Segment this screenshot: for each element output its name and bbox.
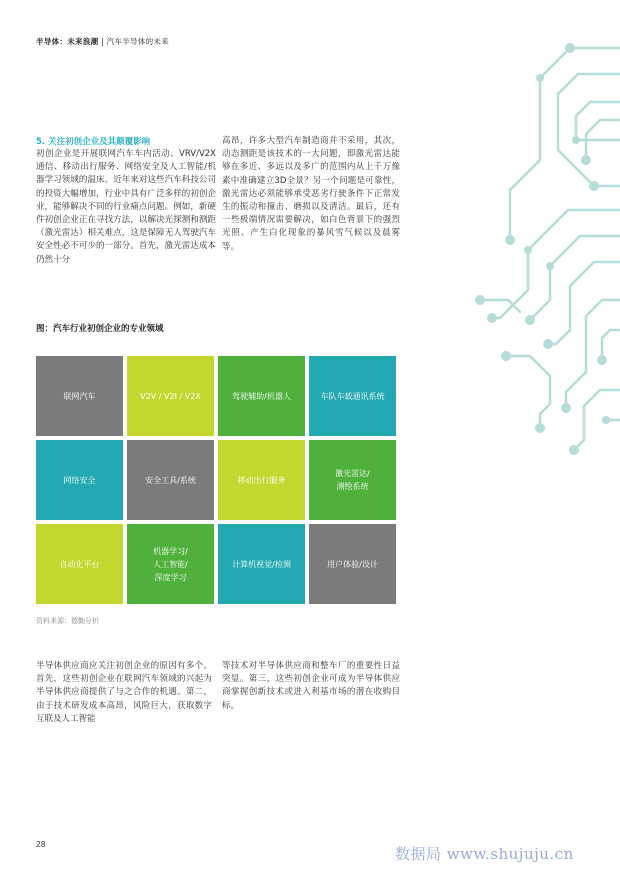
grid-cell: 计算机视觉/检测 — [218, 524, 305, 604]
header-rest: 汽车半导体的未来 — [106, 37, 170, 46]
header-separator: | — [98, 37, 107, 46]
grid-cell: 激光雷达/ 测绘系统 — [309, 440, 396, 520]
source-note: 资料来源：德勤分析 — [36, 617, 99, 625]
grid-cell: 网络安全 — [36, 440, 123, 520]
body-text-column-2: 高昂，许多大型汽车制造商并不采用，其次，动态测距是该技术的一大问题，即激光雷达能够在多近、多远以及多广的范围内从上千万像素中准确建立3D全景？另一个问题是可靠性，激光雷达必须能够承受恶劣行驶条件下正常发生的振动和撞击、磨损以及清洁。最后，还有一些极端情况需要解决，如白色背景下的强烈光照、产生白化现象的暴风雪气候以及晨雾等。 — [222, 136, 400, 252]
grid-cell: 机器学习/ 人工智能/ 深度学习 — [127, 524, 214, 604]
grid-cell: 移动出行服务 — [218, 440, 305, 520]
body-text-column-3: 半导体供应商应关注初创企业的原因有多个。首先，这些初创企业在联网汽车领域的兴起为半导体供应商提供了与之合作的机遇。第二，由于技术研发成本高昂，风险巨大，获取数字互联及人工智能 — [36, 661, 212, 724]
figure-title: 图：汽车行业初创企业的专业领域 — [36, 324, 164, 334]
body-text-column-1: 初创企业是开展联网汽车车内活动、VRV/V2X通信、移动出行服务、网络安全及人工智能/机器学习领域的温床。近年来对这些汽车科技公司的投资大幅增加，行业中具有广泛多样的初创企业，能够解决不同的行业痛点问题。例如，新硬件初创企业正在寻找方法，以解决光探测和测距（激光雷达）相关难点，这是保障无人驾驶汽车安全性必不可少的一部分。首先，激光雷达成本仍然十分 — [36, 149, 216, 265]
circuit-decoration — [380, 0, 620, 460]
grid-cell: 驾驶辅助/机器人 — [218, 356, 305, 436]
watermark: 数据局 www.shujuju.cn — [395, 845, 574, 863]
header-bold: 半导体：未来浪潮 — [36, 37, 99, 46]
grid-cell: 用户体验/设计 — [309, 524, 396, 604]
page-number: 28 — [36, 840, 46, 849]
section-title: 5. 关注初创企业及其颠覆影响 — [36, 137, 151, 147]
grid-cell: 安全工具/系统 — [127, 440, 214, 520]
running-header — [36, 36, 169, 47]
body-text-column-4: 等技术对半导体供应商和整车厂的重要性日益突显。第三，这些初创企业可成为半导体供应商掌握创新技术或进入利基市场的潜在收购目标。 — [222, 661, 400, 711]
grid-cell: 联网汽车 — [36, 356, 123, 436]
grid-cell: V2V / V2I / V2X — [127, 356, 214, 436]
grid-cell: 车队车载通讯系统 — [309, 356, 396, 436]
grid-cell: 自动化平台 — [36, 524, 123, 604]
startup-domains-grid — [36, 356, 396, 604]
